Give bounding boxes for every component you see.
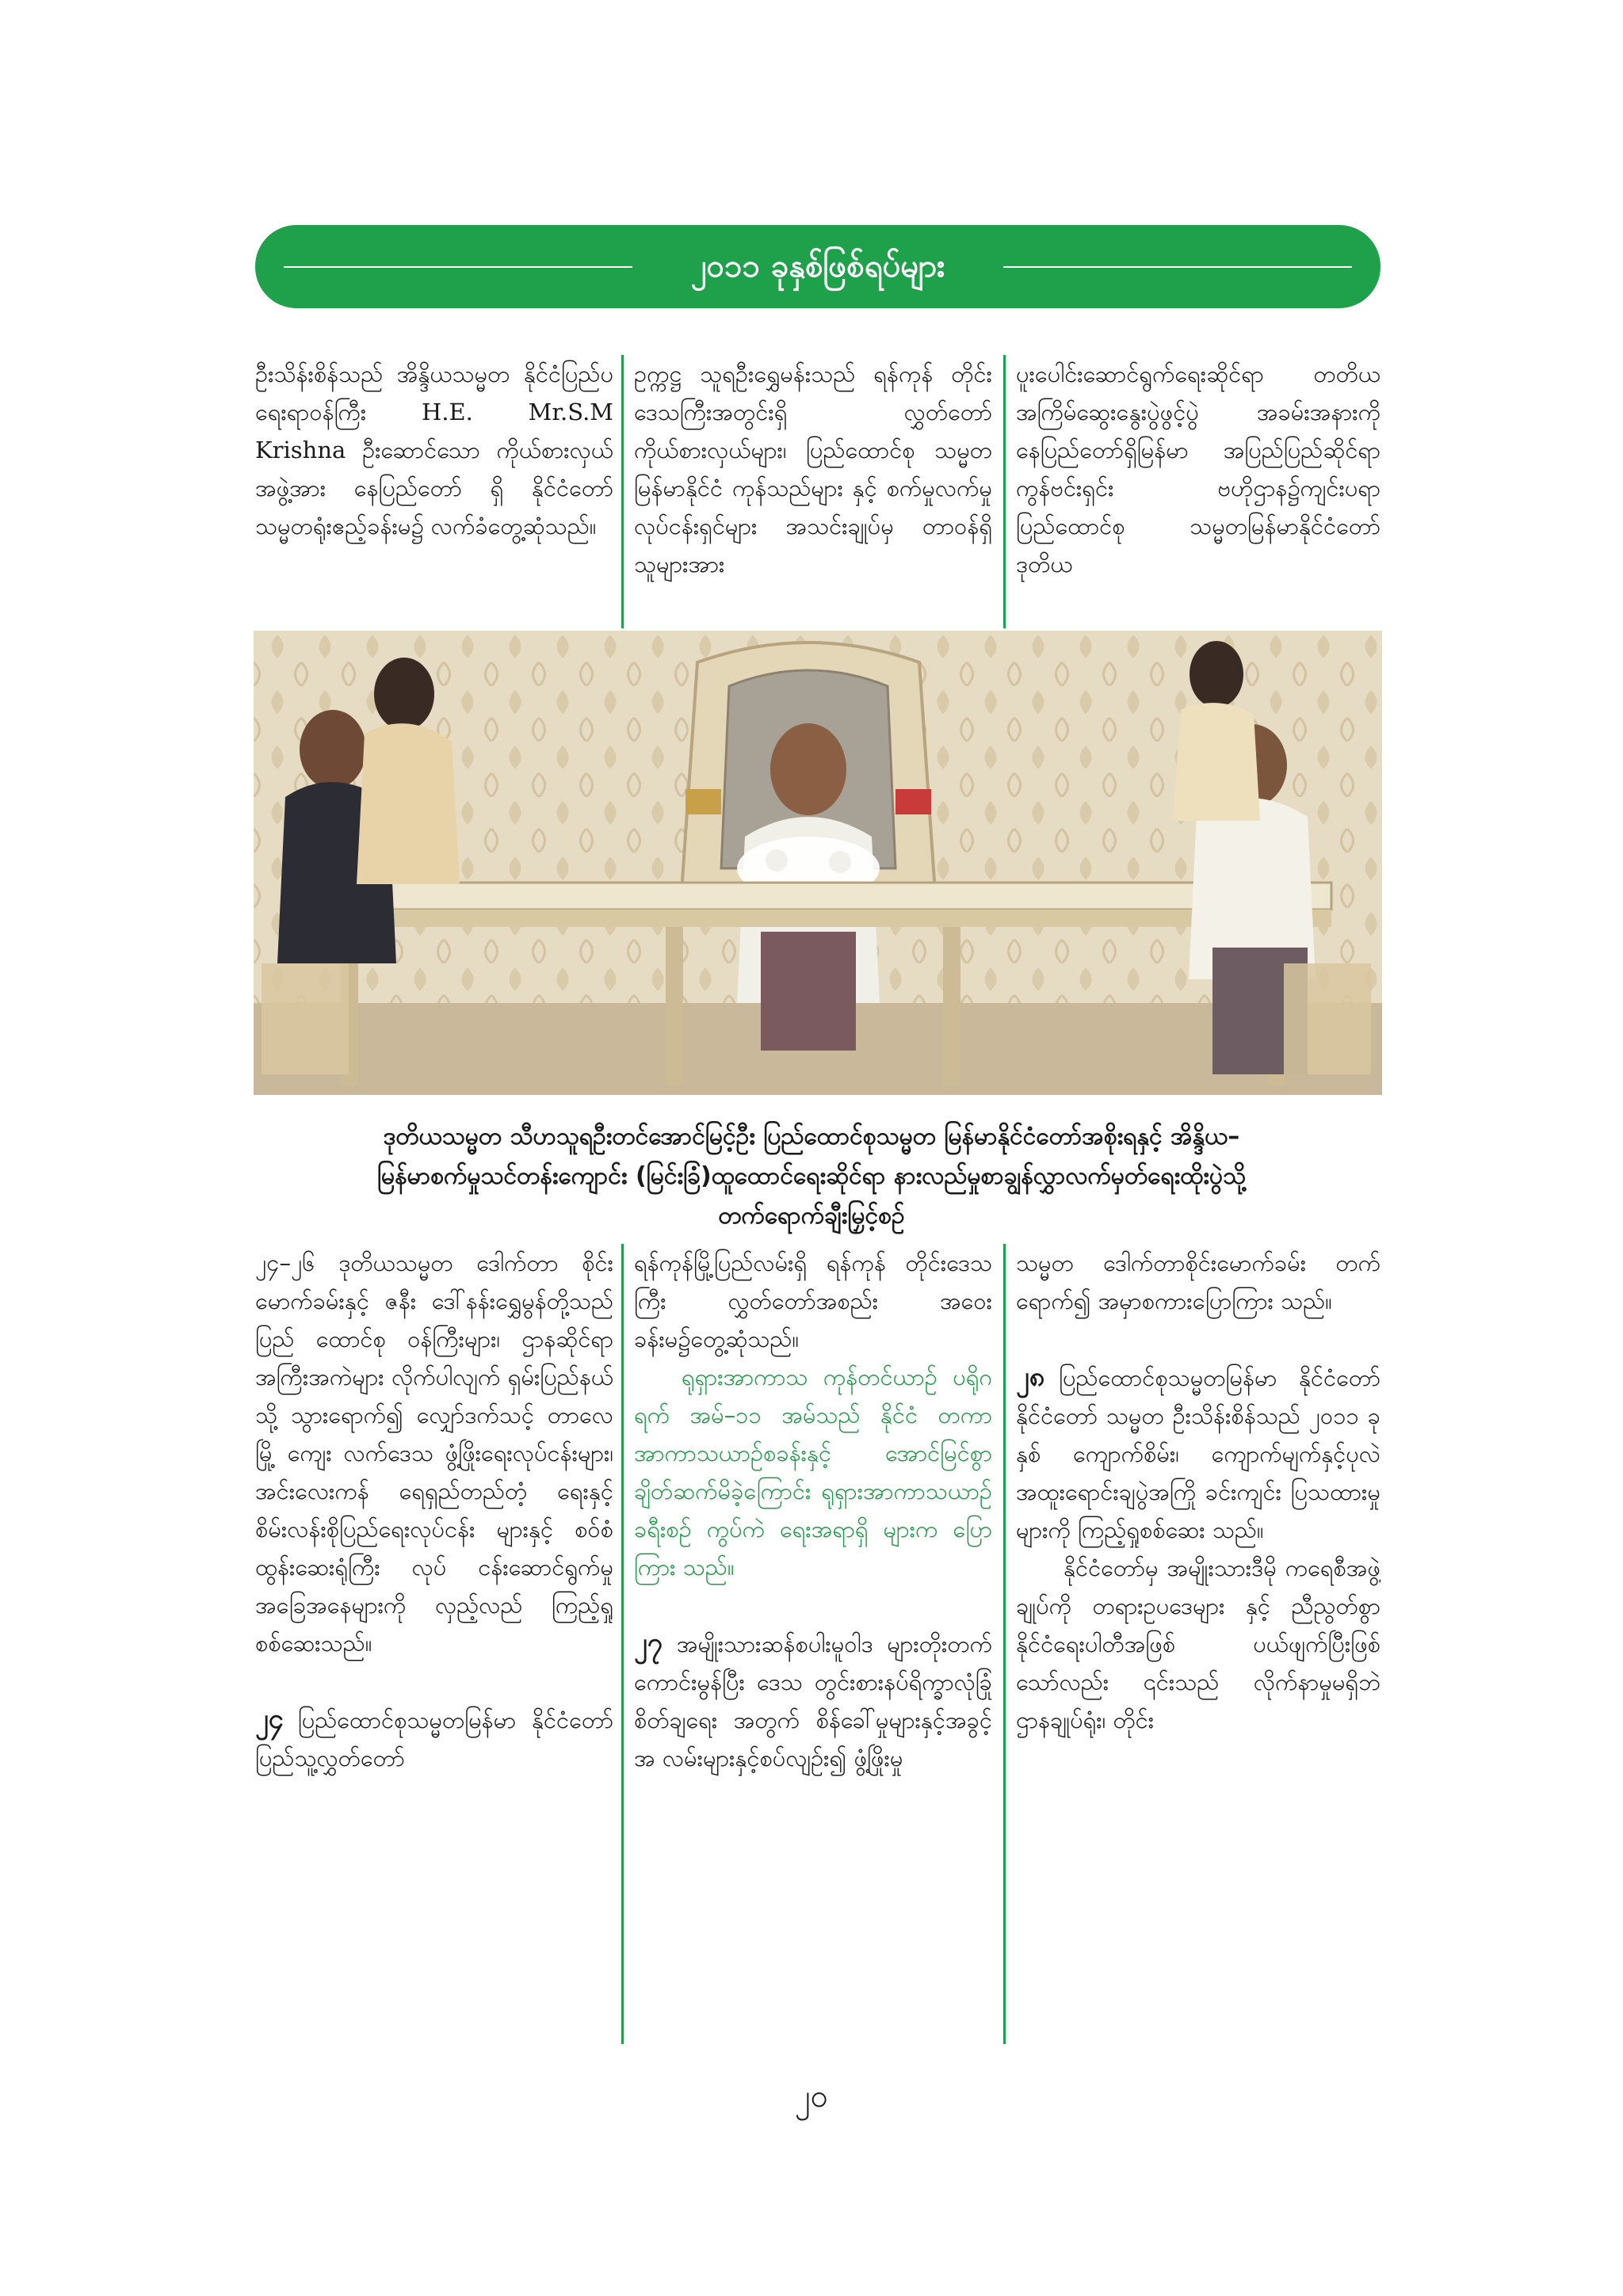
top-column-3-text: ပူးပေါင်းဆောင်ရွက်ရေးဆိုင်ရာ တတိယအကြိမ်ဆွေးနွေးပွဲဖွင့်ပွဲ အခမ်းအနားကို နေပြည်တော်ရှိမြန်မာ အပြည်ပြည်ဆိုင်ရာ ကွန်ဗင်းရှင်း ဗဟိုဌာန၌ကျင်းပရာ ပြည်ထောင်စု သမ္မတမြန်မာနိုင်ငံတော် ဒုတိယ [1016, 360, 1381, 578]
caption-line-1: ဒုတိယသမ္မတ သီဟသူရဦးတင်အောင်မြင့်ဦး ပြည်ထောင်စုသမ္မတ မြန်မာနိုင်ငံတော်အစိုးရနှင့် အိန္ဒိယ– [383, 1123, 1240, 1150]
bottom-column-2 [634, 1244, 992, 2044]
column-divider [1003, 355, 1006, 628]
top-column-2 [634, 355, 992, 628]
caption-line-3: တက်ရောက်ချီးမြှင့်စဉ် [718, 1202, 905, 1230]
section-header-bar [255, 225, 1381, 308]
entry-28-text: ပြည်ထောင်စုသမ္မတမြန်မာ နိုင်ငံတော် နိုင်ငံတော် သမ္မတ ဦးသိန်းစိန်သည် ၂၀၁၁ ခုနှစ် ကျောက်စိမ်း၊ ကျောက်မျက်နှင့်ပုလဲ အထူးရောင်းချပွဲအကြို ခင်းကျင်း ပြသထားမှုများကို ကြည့်ရှုစစ်ဆေး သည်။ [1016, 1364, 1381, 1543]
page-number: ၂၀ [794, 2078, 829, 2115]
photo-caption [238, 1117, 1385, 1236]
entry-continued-text: သမ္မတ ဒေါက်တာစိုင်းမောက်ခမ်း တက်ရောက်၍ အမှာစကားပြောကြား သည်။ [1016, 1249, 1381, 1314]
top-column-3 [1016, 355, 1381, 628]
section-title: ၂၀၁၁ ခုနှစ်ဖြစ်ရပ်များ [690, 248, 945, 284]
entry-continued-text: ရန်ကုန်မြို့ပြည်လမ်းရှိ ရန်ကုန် တိုင်းဒေသကြီး လွှတ်တော်အစည်း အဝေးခန်းမ၌တွေ့ဆုံသည်။ [634, 1249, 992, 1352]
entry-24-text: ပြည်ထောင်စုသမ္မတမြန်မာ နိုင်ငံတော် ပြည်သူ့လွှတ်တော် [255, 1707, 613, 1772]
bottom-column-1 [255, 1244, 613, 2044]
entry-28 [1016, 1358, 1381, 1549]
top-column-2-text: ဥက္ကဋ္ဌ သူရဦးရွှေမန်းသည် ရန်ကုန် တိုင်းဒေသကြီးအတွင်းရှိ လွှတ်တော် ကိုယ်စားလှယ်များ၊ ပြည်ထောင်စု သမ္မတမြန်မာနိုင်ငံ ကုန်သည်များ နှင့် စက်မှုလက်မှုလုပ်ငန်းရှင်များ အသင်းချုပ်မှ တာဝန်ရှိသူများအား [634, 360, 992, 578]
column-divider [621, 1244, 624, 2044]
entry-24-26: ၂၄–၂၆ ဒုတိယသမ္မတ ဒေါက်တာ စိုင်းမောက်ခမ်းနှင့် ဇနီး ဒေါ်နန်းရွှေမွန်တို့သည် ပြည် ထောင်စု ဝန်ကြီးများ၊ ဌာနဆိုင်ရာ အကြီးအကဲများ လိုက်ပါလျက် ရှမ်းပြည်နယ်သို့ သွားရောက်၍ လျှော်ဒက်သင့် တာလေမြို့ ကျေး လက်ဒေသ ဖွံ့ဖြိုးရေးလုပ်ငန်းများ၊ အင်းလေးကန် ရေရှည်တည်တံ့ ရေးနှင့်စိမ်းလန်းစိုပြည်ရေးလုပ်ငန်း များနှင့် စဝ်စံထွန်းဆေးရုံကြီး လုပ် ငန်းဆောင်ရွက်မှု အခြေအနေများကို လှည့်လည် ကြည့်ရှုစစ်ဆေးသည်။ [255, 1249, 613, 1657]
top-column-1 [255, 355, 613, 628]
entry-27 [634, 1624, 992, 1777]
caption-line-2: မြန်မာစက်မှုသင်တန်းကျောင်း (မြင်းခြံ)ထူထောင်ရေးဆိုင်ရာ နားလည်မှုစာချွန်လွှာလက်မှတ်ရေးထိုးပွဲသို့ [376, 1162, 1247, 1190]
signing-ceremony-photo [254, 631, 1382, 1095]
entry-russia-space-text: ရုရှားအာကာသ ကုန်တင်ယာဉ် ပရိုဂရက် အမ်–၁၁ အမ်သည် နိုင်ငံ တကာအာကာသယာဉ်စခန်းနှင့် အောင်မြင်စွာ ချိတ်ဆက်မိခဲ့ကြောင်း ရုရှားအာကာသယာဉ်ခရီးစဉ် ကွပ်ကဲ ရေးအရာရှိ များက ပြောကြား သည်။ [634, 1363, 992, 1581]
top-column-1-text: ဦးသိန်းစိန်သည် အိန္ဒိယသမ္မတ နိုင်ငံပြည်ပရေးရာဝန်ကြီး H.E. Mr.S.M Krishna ဦးဆောင်သော ကိုယ်စားလှယ်အဖွဲ့အား နေပြည်တော် ရှိ နိုင်ငံတော် သမ္မတရုံးဧည့်ခန်းမ၌ လက်ခံတွေ့ဆုံသည်။ [255, 360, 613, 540]
bottom-column-3 [1016, 1244, 1381, 2044]
entry-date-number: ၂၈ [1016, 1361, 1045, 1393]
photo-illustration [254, 631, 1382, 1095]
column-divider [621, 355, 624, 628]
entry-date-number: ၂၇ [634, 1627, 663, 1659]
entry-date-number: ၂၄ [255, 1703, 284, 1735]
entry-nld-text: နိုင်ငံတော်မှ အမျိုးသားဒီမို ကရေစီအဖွဲ့ချုပ်ကို တရားဥပဒေများ နှင့် ညီညွတ်စွာနိုင်ငံရေးပါတီအဖြစ် ပယ်ဖျက်ပြီးဖြစ်သော်လည်း ၎င်းသည် လိုက်နာမှုမရှိဘဲ ဌာနချုပ်ရုံး၊ တိုင်း [1016, 1554, 1381, 1733]
entry-24 [255, 1700, 613, 1777]
entry-27-text: အမျိုးသားဆန်စပါးမူဝါဒ များတိုးတက်ကောင်းမွန်ပြီး ဒေသ တွင်းစားနပ်ရိက္ခာလုံခြုံစိတ်ချရေး အတွက် စိန်ခေါ်မှုများနှင့်အခွင့်အ လမ်းများနှင့်စပ်လျဉ်း၍ ဖွံ့ဖြိုးမှု [634, 1630, 992, 1772]
column-divider [1003, 1244, 1006, 2044]
